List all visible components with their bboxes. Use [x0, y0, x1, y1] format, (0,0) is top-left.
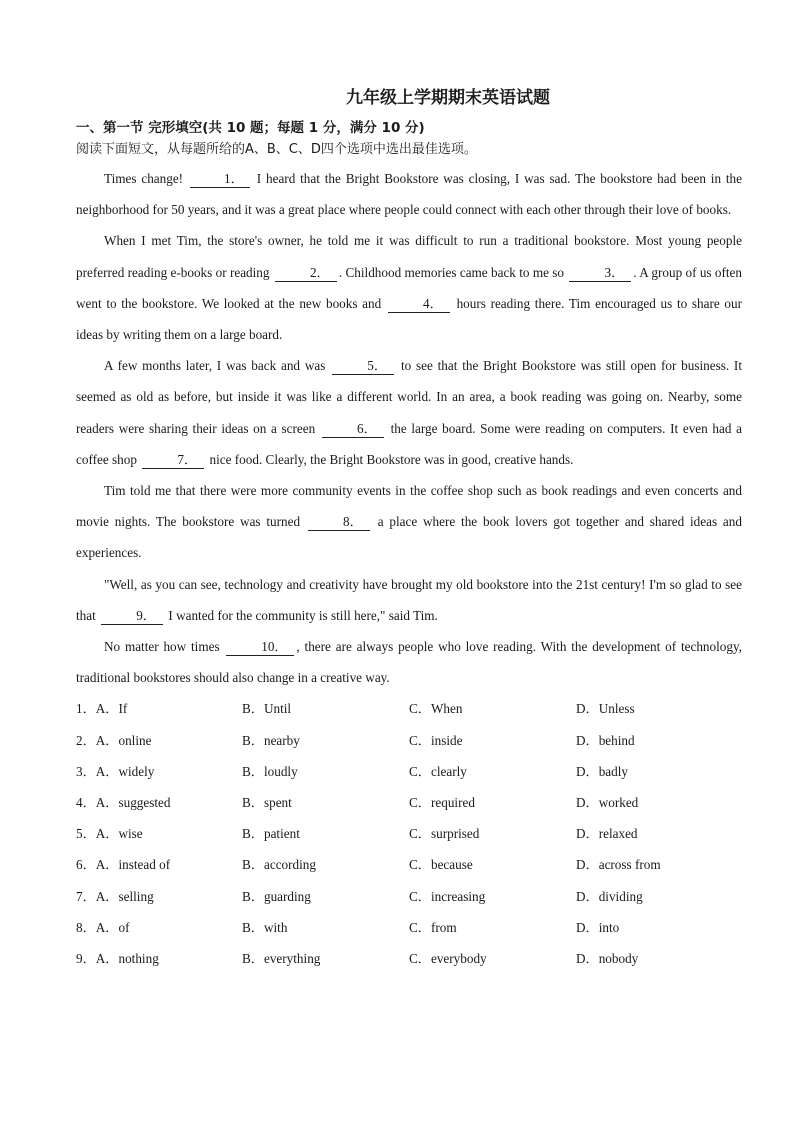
blank-9: 9．	[101, 608, 163, 625]
instruction-text: 阅读下面短文，从每题所给的A、B、C、D四个选项中选出最佳选项。	[76, 142, 477, 157]
option-c: C．inside	[409, 732, 463, 748]
option-b: B．according	[242, 857, 316, 873]
option-c: C．increasing	[409, 888, 486, 904]
question-row	[76, 818, 742, 849]
question-row	[76, 943, 742, 974]
paragraph-3	[76, 350, 742, 475]
question-row	[76, 849, 742, 880]
paragraph-4	[76, 475, 742, 569]
option-a: 6．A．instead of	[76, 857, 171, 873]
option-d: D．nobody	[576, 950, 639, 966]
paragraph-text: nice food. Clearly, the Bright Bookstore was in good, creative hands.	[206, 451, 574, 467]
option-c: C．When	[409, 701, 463, 717]
option-c: C．everybody	[409, 950, 487, 966]
option-d: D．badly	[576, 763, 629, 779]
question-row	[76, 756, 742, 787]
option-d: D．into	[576, 919, 620, 935]
option-a: 8．A．of	[76, 919, 130, 935]
section-heading: 一、第一节 完形填空(共 10 题；每题 1 分，满分 10 分)	[76, 120, 425, 136]
blank-8: 8．	[308, 514, 370, 531]
paragraph-text: . Childhood memories came back to me so	[338, 264, 568, 280]
paragraph-text: "Well, as you can see, technology and creativity have brought my old bookstore into the 21st century! I'm so glad to see that	[76, 576, 742, 623]
option-a: 7．A．selling	[76, 888, 154, 904]
paragraph-text: a place where the book lovers got together and shared ideas and experiences.	[76, 514, 742, 561]
paragraph-6	[76, 631, 742, 693]
option-d: D．across from	[576, 857, 661, 873]
option-d: D．dividing	[576, 888, 643, 904]
option-a: 1．A．If	[76, 701, 128, 717]
option-b: B．with	[242, 919, 288, 935]
question-row	[76, 725, 742, 756]
paragraph-text: I wanted for the community is still here," said Tim.	[165, 607, 438, 623]
paragraph-text: . A group of us often went to the bookstore. We looked at the new books and	[76, 264, 742, 311]
option-c: C．from	[409, 919, 457, 935]
paragraph-text: to see that the Bright Bookstore was still open for business. It seemed as old as before, but inside it was like a different world. In an area, a book reading was going on. Nearby, some readers were sharing their ideas on a screen	[76, 358, 742, 436]
option-b: B．spent	[242, 795, 292, 811]
question-row	[76, 912, 742, 943]
option-b: B．loudly	[242, 763, 298, 779]
blank-5: 5．	[332, 358, 394, 375]
exam-page	[76, 86, 742, 974]
answer-options	[76, 693, 742, 974]
paragraph-text: Times change!	[104, 171, 188, 186]
option-d: D．Unless	[576, 701, 635, 717]
option-a: 5．A．wise	[76, 826, 143, 842]
blank-7: 7．	[142, 452, 204, 469]
option-a: 4．A．suggested	[76, 795, 171, 811]
option-c: C．surprised	[409, 826, 480, 842]
paragraph-5	[76, 569, 742, 631]
blank-10: 10．	[226, 639, 294, 656]
paragraph-1	[76, 163, 742, 225]
blank-3: 3．	[569, 265, 631, 282]
question-row	[76, 881, 742, 912]
blank-6: 6．	[322, 421, 384, 438]
option-b: B．patient	[242, 826, 300, 842]
paragraph-2	[76, 225, 742, 350]
paragraph-text: No matter how times	[104, 639, 225, 655]
option-b: B．guarding	[242, 888, 311, 904]
option-a: 3．A．widely	[76, 763, 155, 779]
blank-1: 1．	[190, 171, 250, 188]
paragraph-text: the large board. Some were reading on computers. It even had a coffee shop	[76, 420, 742, 467]
passage	[76, 163, 742, 693]
option-b: B．everything	[242, 950, 321, 966]
paragraph-text: , there are always people who love reading. With the development of technology, traditional bookstores should also change in a creative way.	[76, 639, 742, 686]
option-c: C．required	[409, 795, 475, 811]
paragraph-text: When I met Tim, the store's owner, he told me it was difficult to run a traditional bookstore. Most young people preferred reading e-books or reading	[76, 233, 742, 280]
option-d: D．behind	[576, 732, 635, 748]
option-b: B．Until	[242, 701, 292, 717]
paragraph-text: Tim told me that there were more community events in the coffee shop such as book readings and even concerts and movie nights. The bookstore was turned	[76, 483, 742, 530]
paragraph-text: hours reading there. Tim encouraged us to share our ideas by writing them on a large board.	[76, 295, 742, 343]
option-d: D．relaxed	[576, 826, 638, 842]
paragraph-text: A few months later, I was back and was	[104, 358, 331, 374]
option-a: 9．A．nothing	[76, 950, 159, 966]
question-row	[76, 693, 742, 724]
page-title: 九年级上学期期末英语试题	[346, 88, 550, 108]
option-a: 2．A．online	[76, 732, 152, 748]
blank-2: 2．	[275, 265, 337, 282]
option-d: D．worked	[576, 795, 639, 811]
option-c: C．clearly	[409, 763, 467, 779]
option-c: C．because	[409, 857, 473, 873]
question-row	[76, 787, 742, 818]
paragraph-text: I heard that the Bright Bookstore was closing, I was sad. The bookstore had been in the neighborhood for 50 years, and it was a great place where people could connect with each other through their love of books.	[76, 171, 742, 218]
blank-4: 4．	[388, 296, 450, 313]
option-b: B．nearby	[242, 732, 300, 748]
